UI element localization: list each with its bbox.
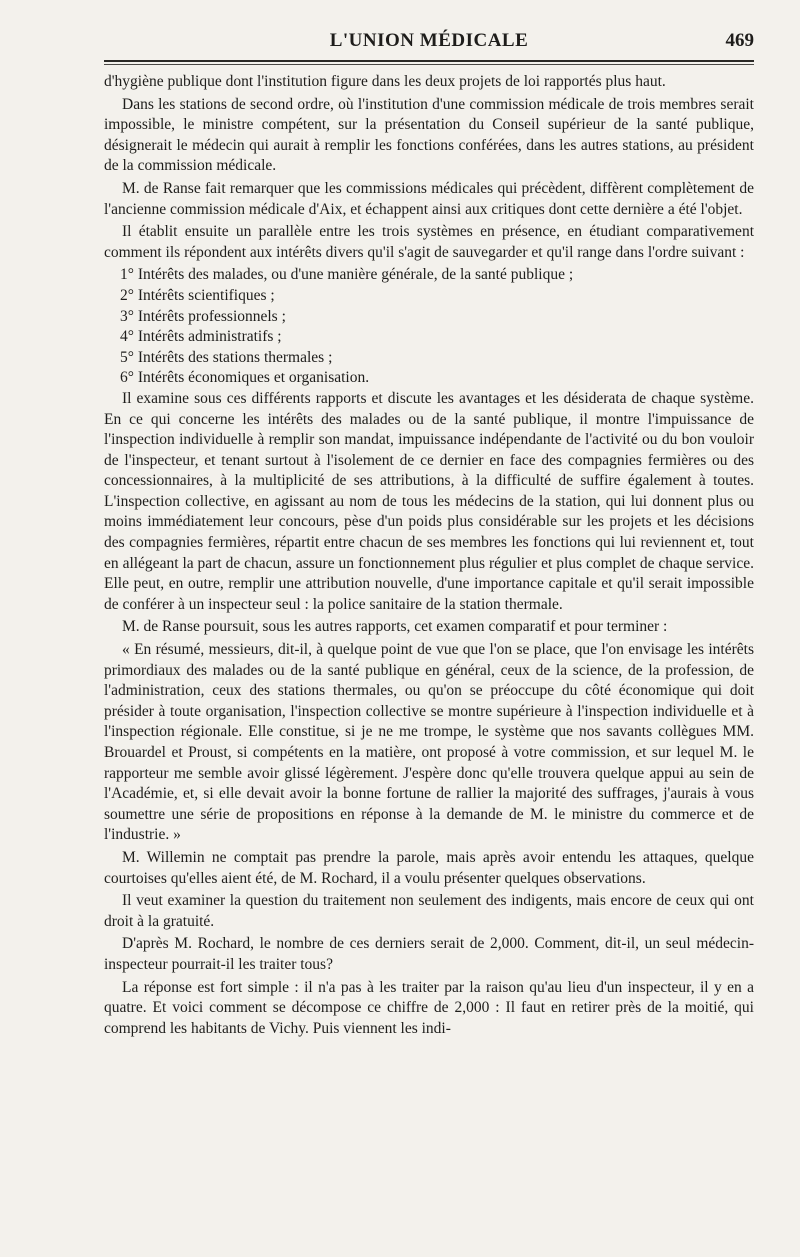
list-item: 5° Intérêts des stations thermales ; <box>120 348 333 366</box>
page-number: 469 <box>725 30 754 51</box>
paragraph: M. Willemin ne comptait pas prendre la parole, mais après avoir entendu les attaques, quelque courtoises qu'elles aient été, de M. Rochard, il a voulu présenter quelques observations. <box>104 848 754 887</box>
paragraph: D'après M. Rochard, le nombre de ces derniers serait de 2,000. Comment, dit-il, un seul médecin-inspecteur pourrait-il les traiter tous? <box>104 935 754 973</box>
paragraph: Il examine sous ces différents rapports et discute les avantages et les désiderata de chaque système. En ce qui concerne les intérêts des malades ou de la santé publique, il montre l'impuissance de l'inspection individuelle à remplir son mandat, impuissance indépendante de l'activité ou du bon vouloir de l'inspecteur, et tenant surtout à l'isolement de ce dernier en face des compagnies fermières ou des concessionnaires, à la multiplicité de ses attributions, à la difficulté de suffire également à toutes. L'inspection collective, en agissant au nom de tous les médecins de la station, qui lui donnent plus ou moins immédiatement leur concours, pèse d'un poids plus considérable sur les projets et les décisions des compagnies fermières, répartit entre chacun de ses membres les fonctions qui lui reviennent et, tout en allégeant la part de chacun, assure un fonctionnement plus régulier et plus complet de chaque service. Elle peut, en outre, remplir une attribution nouvelle, d'une importance capitale et qu'il serait impossible de conférer à un inspecteur seul : la police sanitaire de la station thermale. <box>104 389 754 613</box>
paragraph: M. de Ranse poursuit, sous les autres rapports, cet examen comparatif et pour terminer : <box>122 618 668 636</box>
header-rule-thin <box>104 64 754 65</box>
paragraph: « En résumé, messieurs, dit-il, à quelque point de vue que l'on se place, que l'on envisage les intérêts primordiaux des malades ou de la santé publique en général, ceux de la science, de la profession, de l'administration, ceux des stations thermales, ou qu'on se préoccupe du côté économique qui doit présider à toute organisation, l'inspection collective se montre supérieure à l'inspection individuelle et à l'inspection régionale. Elle constitue, si je ne me trompe, le système que nos savants collègues MM. Brouardel et Proust, si compétents en la matière, ont proposé à votre commission, et sur lequel M. le rapporteur me semble avoir glissé légèrement. J'espère donc qu'elle trouvera quelque appui au sein de l'Académie, et, si elle devait avoir la bonne fortune de rallier la majorité des suffrages, j'aurais à vous soumettre une série de propositions en réponse à la demande de M. le ministre du commerce et de l'industrie. » <box>104 641 754 844</box>
paragraph: La réponse est fort simple : il n'a pas à les traiter par la raison qu'au lieu d'un inspecteur, il y en a quatre. Et voici comment se décompose ce chiffre de 2,000 : Il faut en retirer près de la moitié, qui comprend les habitants de Vichy. Puis viennent les indi- <box>104 978 754 1037</box>
list-item: 2° Intérêts scientifiques ; <box>120 286 275 304</box>
journal-title: L'UNION MÉDICALE <box>329 30 529 51</box>
list-item: 6° Intérêts économiques et organisation. <box>120 369 370 387</box>
page-header <box>104 30 754 58</box>
article-body <box>104 72 754 1041</box>
list-item: 3° Intérêts professionnels ; <box>120 307 286 325</box>
list-item: 1° Intérêts des malades, ou d'une manière générale, de la santé publique ; <box>120 266 574 284</box>
paragraph: Il veut examiner la question du traitement non seulement des indigents, mais encore de ceux qui ont droit à la gratuité. <box>104 892 754 930</box>
paragraph: M. de Ranse fait remarquer que les commissions médicales qui précèdent, diffèrent complètement de l'ancienne commission médicale d'Aix, et échappent ainsi aux critiques dont cette dernière a été l'objet. <box>104 179 754 218</box>
list-item: 4° Intérêts administratifs ; <box>120 328 282 346</box>
paragraph: Il établit ensuite un parallèle entre les trois systèmes en présence, en étudiant comparativement comment ils répondent aux intérêts divers qu'il s'agit de sauvegarder et qu'il range dans l'ordre suivant : <box>104 223 754 261</box>
header-rule <box>104 60 754 62</box>
paragraph: d'hygiène publique dont l'institution figure dans les deux projets de loi rapportés plus haut. <box>104 73 666 90</box>
paragraph: Dans les stations de second ordre, où l'institution d'une commission médicale de trois membres serait impossible, le ministre compétent, sur la présentation du Conseil supérieur de la santé publique, désignerait le médecin qui aurait à remplir les fonctions conférées, dans les autres stations, au président de la commission médicale. <box>104 95 754 175</box>
